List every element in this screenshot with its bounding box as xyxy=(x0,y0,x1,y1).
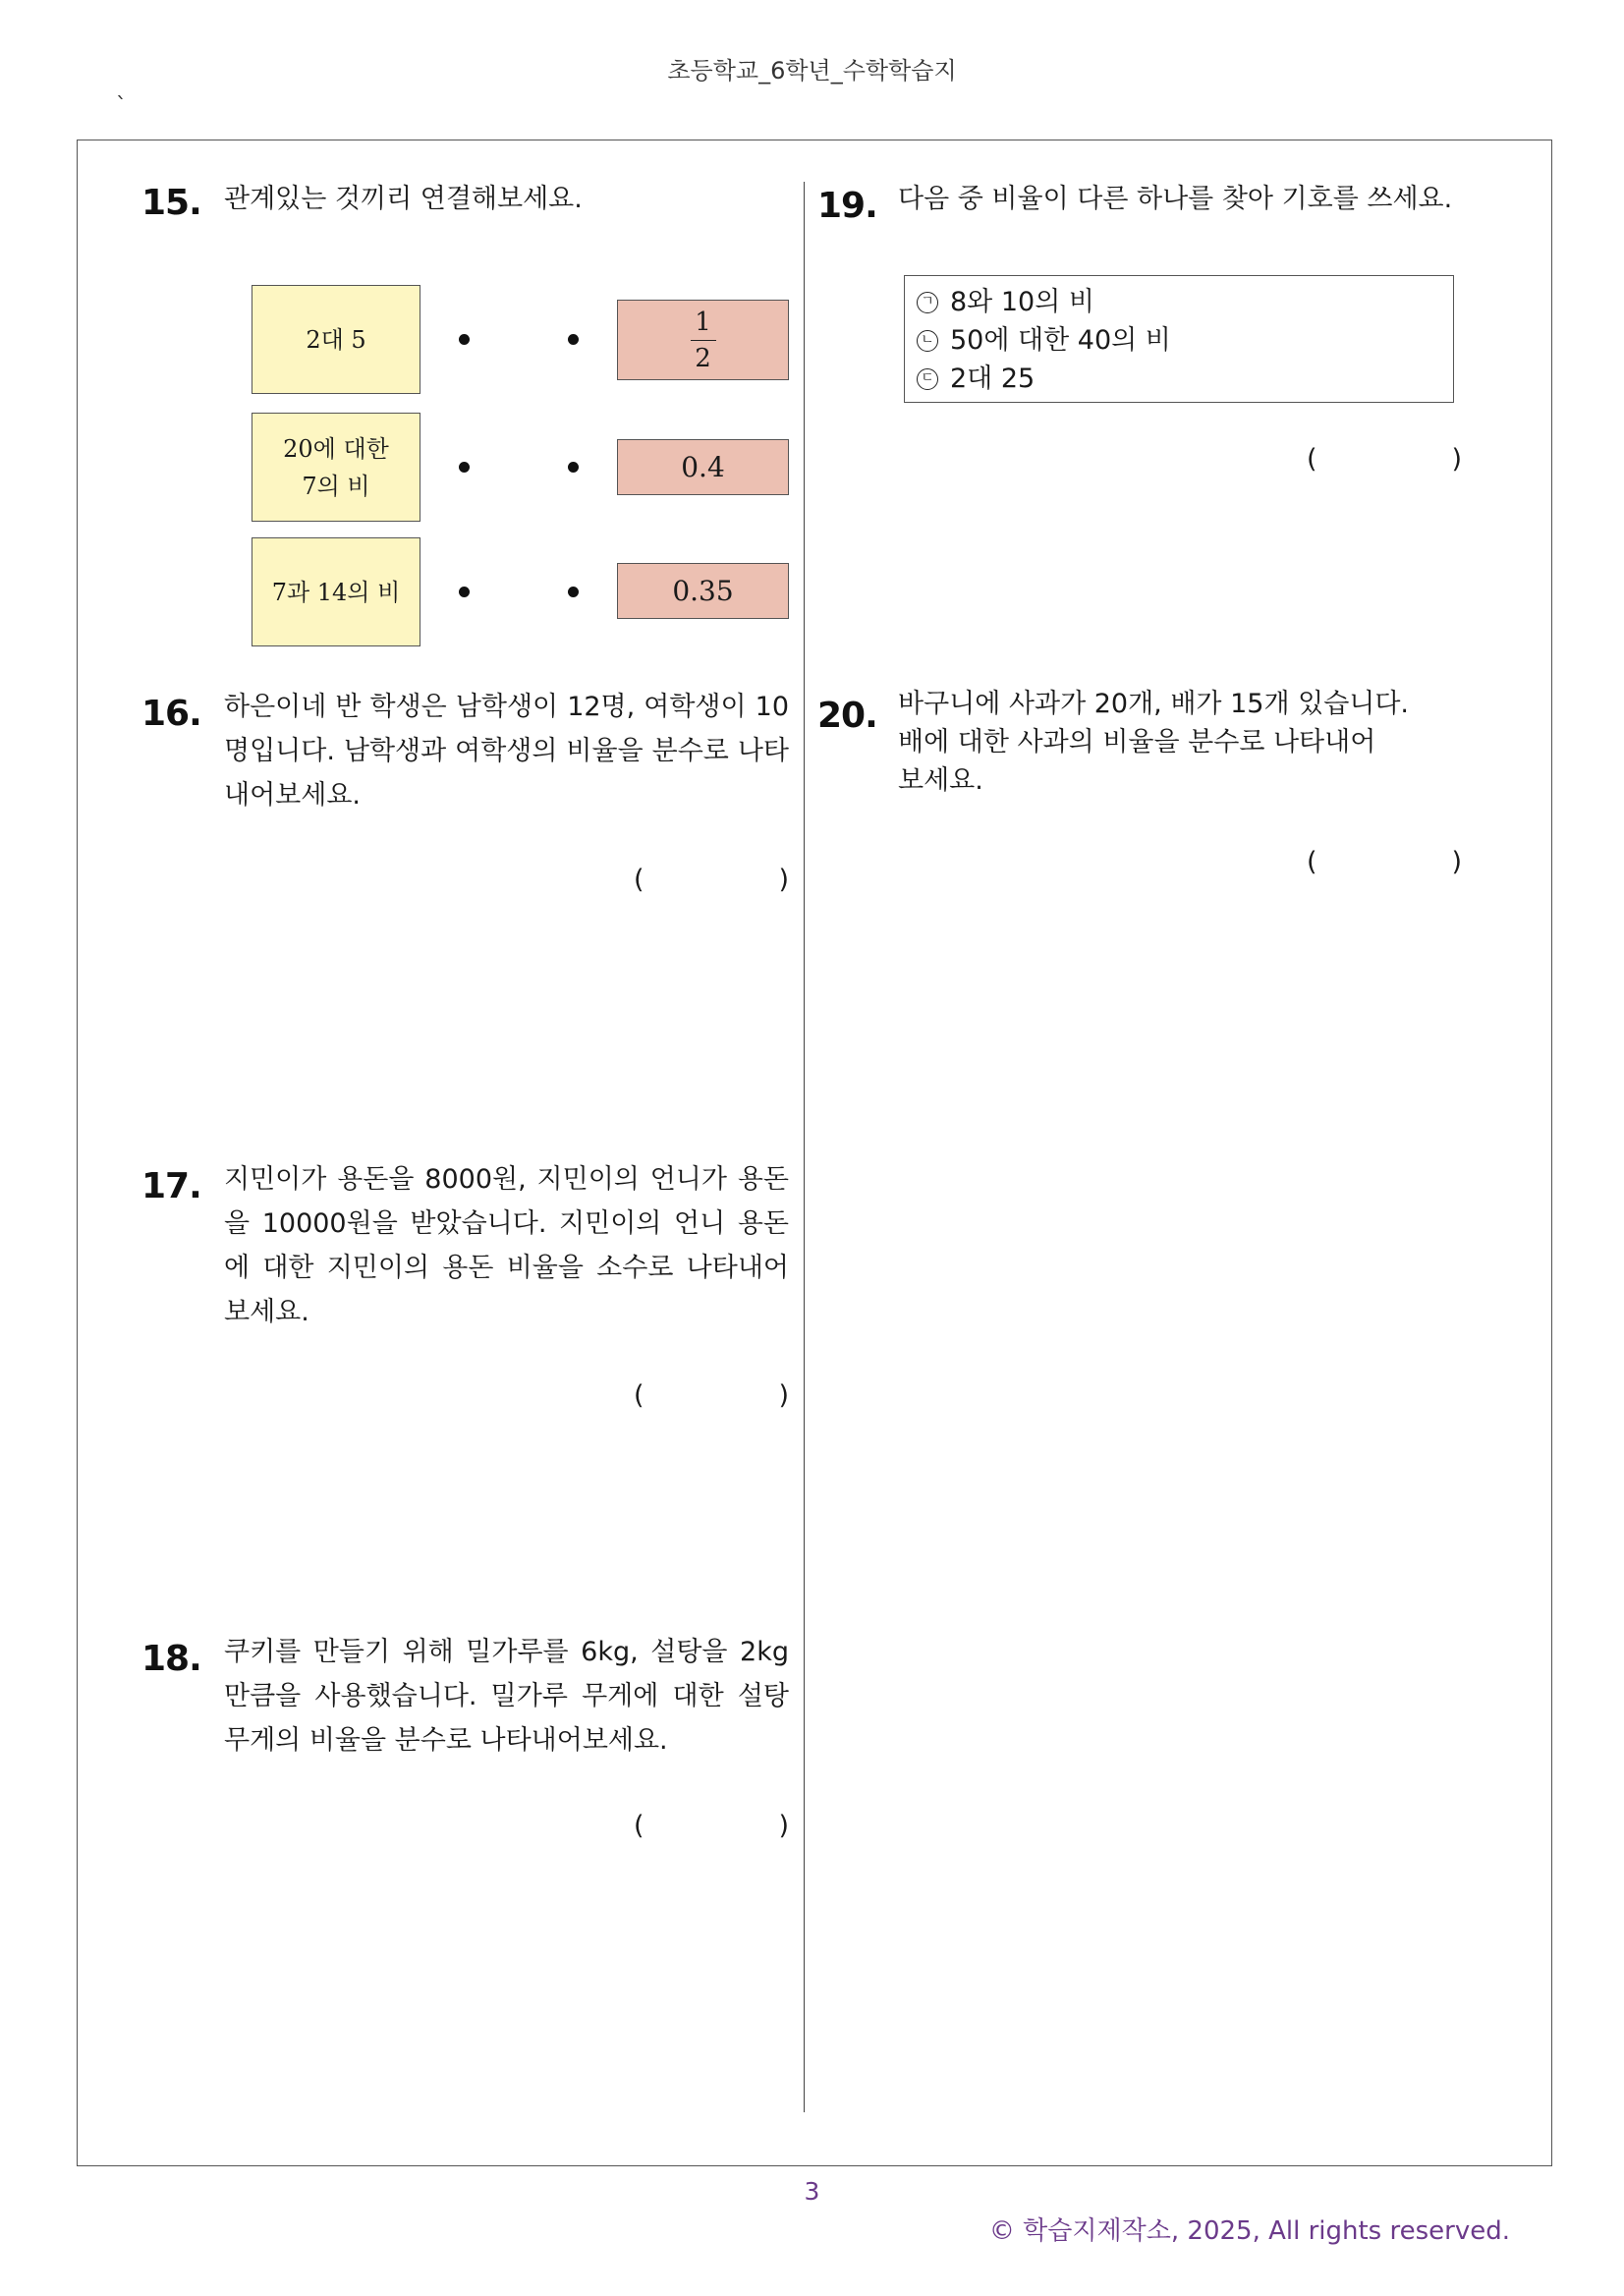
question-16-text: 하은이네 반 학생은 남학생이 12명, 여학생이 10명입니다. 남학생과 여학생의 비율을 분수로 나타내어보세요. xyxy=(224,692,789,811)
fraction-one-half xyxy=(691,308,716,373)
question-17-number: 17. xyxy=(141,1166,201,1206)
question-20-text: 바구니에 사과가 20개, 배가 15개 있습니다. 배에 대한 사과의 비율을 분수로 나타내어 보세요. xyxy=(898,689,1410,796)
question-17-text: 지민이가 용돈을 8000원, 지민이의 언니가 용돈을 10000원을 받았습니다. 지민이의 언니 용돈에 대한 지민이의 용돈 비율을 소수로 나타내어 보세요. xyxy=(224,1164,789,1327)
page-header: 초등학교_6학년_수학학습지 xyxy=(667,57,957,84)
answer-blank-20[interactable] xyxy=(1307,847,1462,882)
answer-open-paren: ( xyxy=(634,1811,644,1841)
answer-open-paren: ( xyxy=(1307,847,1317,877)
answer-open-paren: ( xyxy=(1307,444,1317,475)
match-dot-left-1[interactable] xyxy=(459,334,470,345)
choices-box xyxy=(904,275,1454,403)
answer-blank-16[interactable] xyxy=(634,865,789,900)
answer-close-paren: ) xyxy=(778,1811,789,1841)
match-left-box-1[interactable] xyxy=(252,285,420,394)
circled-letter-icon: ㄱ xyxy=(917,292,938,313)
match-left-label-1: 2대 5 xyxy=(306,325,366,354)
choice-item-2[interactable] xyxy=(917,321,1453,360)
fraction-numerator: 1 xyxy=(695,307,711,337)
column-divider xyxy=(804,182,805,2112)
choice-text-3: 2대 25 xyxy=(950,364,1036,394)
question-18-text: 쿠키를 만들기 위해 밀가루를 6kg, 설탕을 2kg 만큼을 사용했습니다. 밀가루 무게에 대한 설탕 무게의 비율을 분수로 나타내어보세요. xyxy=(224,1637,789,1756)
match-dot-right-1[interactable] xyxy=(568,334,579,345)
match-dot-right-3[interactable] xyxy=(568,587,579,597)
match-right-box-1[interactable] xyxy=(617,300,789,380)
question-18-number: 18. xyxy=(141,1639,201,1679)
question-16-number: 16. xyxy=(141,694,201,734)
answer-close-paren: ) xyxy=(778,1380,789,1411)
question-19-text: 다음 중 비율이 다른 하나를 찾아 기호를 쓰세요. xyxy=(898,184,1453,214)
fraction-bar xyxy=(691,340,716,341)
answer-close-paren: ) xyxy=(778,865,789,895)
choice-text-2: 50에 대한 40의 비 xyxy=(950,325,1171,356)
answer-blank-19[interactable] xyxy=(1307,444,1462,479)
choice-text-1: 8와 10의 비 xyxy=(950,287,1094,317)
question-15-number: 15. xyxy=(141,183,201,223)
match-left-label-3: 7과 14의 비 xyxy=(271,578,401,606)
choice-item-3[interactable] xyxy=(917,360,1453,398)
question-15-text: 관계있는 것끼리 연결해보세요. xyxy=(224,184,583,214)
answer-close-paren: ) xyxy=(1451,847,1462,877)
match-dot-right-2[interactable] xyxy=(568,462,579,473)
fraction-denominator: 2 xyxy=(695,343,711,373)
match-left-box-2[interactable] xyxy=(252,413,420,522)
circled-letter-icon: ㄷ xyxy=(917,368,938,390)
question-20-number: 20. xyxy=(817,696,877,736)
page-number: 3 xyxy=(804,2177,820,2206)
match-left-label-2: 20에 대한 7의 비 xyxy=(283,434,389,500)
match-right-label-2: 0.4 xyxy=(681,451,725,483)
match-right-box-3[interactable] xyxy=(617,563,789,619)
match-dot-left-3[interactable] xyxy=(459,587,470,597)
answer-open-paren: ( xyxy=(634,865,644,895)
match-right-box-2[interactable] xyxy=(617,439,789,495)
stray-mark: ` xyxy=(116,94,127,119)
match-right-label-3: 0.35 xyxy=(672,575,734,607)
answer-blank-18[interactable] xyxy=(634,1811,789,1846)
match-dot-left-2[interactable] xyxy=(459,462,470,473)
circled-letter-icon: ㄴ xyxy=(917,330,938,352)
answer-open-paren: ( xyxy=(634,1380,644,1411)
question-19-number: 19. xyxy=(817,186,877,226)
match-left-box-3[interactable] xyxy=(252,537,420,646)
answer-close-paren: ) xyxy=(1451,444,1462,475)
choice-item-1[interactable] xyxy=(917,283,1453,321)
copyright-notice: © 학습지제작소, 2025, All rights reserved. xyxy=(988,2216,1510,2246)
answer-blank-17[interactable] xyxy=(634,1380,789,1416)
